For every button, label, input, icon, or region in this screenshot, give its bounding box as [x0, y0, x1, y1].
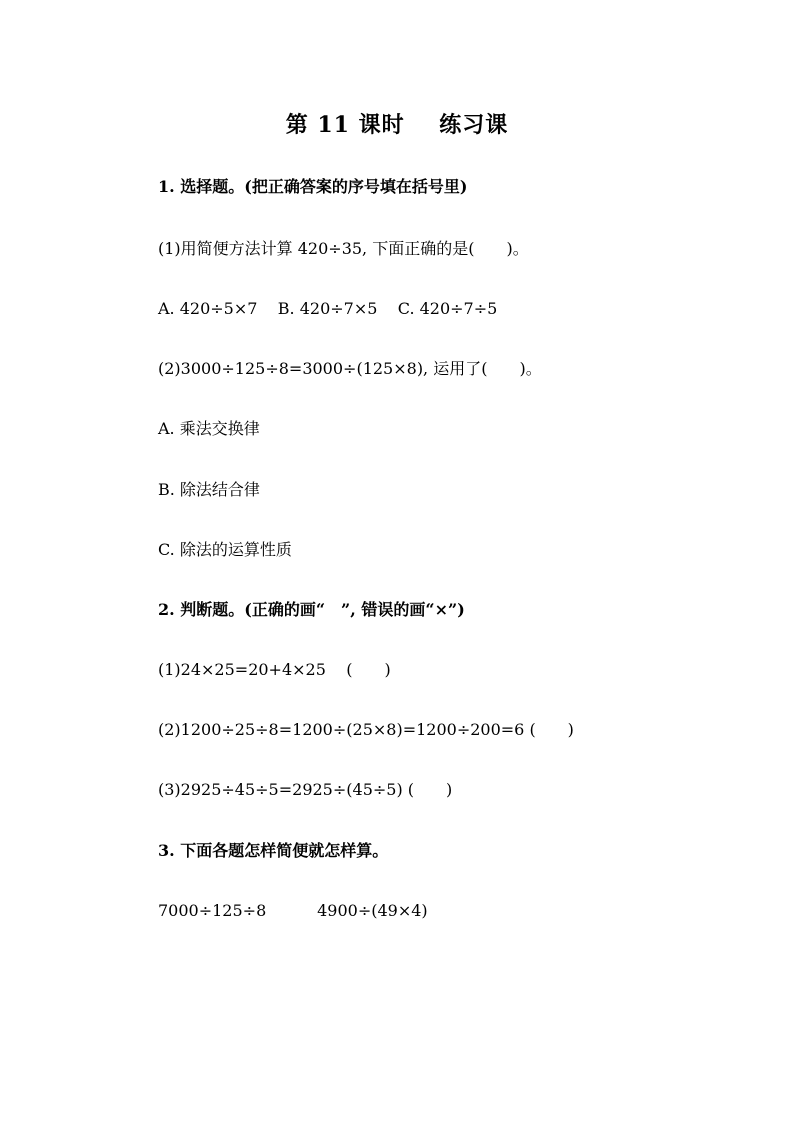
section3-problems: 7000÷125÷8 4900÷(49×4) — [158, 901, 428, 920]
section2-question-2: (2)1200÷25÷8=1200÷(25×8)=1200÷200=6 ( ) — [158, 720, 574, 739]
section2-question-1: (1)24×25=20+4×25 ( ) — [158, 660, 391, 679]
section1-question-2: (2)3000÷125÷8=3000÷(125×8), 运用了( )。 — [158, 359, 542, 378]
section1-question-2-option-a: A. 乘法交换律 — [158, 419, 260, 438]
section2-heading: 2. 判断题。(正确的画“ ”, 错误的画“×”) — [158, 600, 465, 619]
page-title: 第 11 课时 练习课 — [285, 112, 509, 138]
section3-heading: 3. 下面各题怎样简便就怎样算。 — [158, 841, 389, 860]
section2-question-3: (3)2925÷45÷5=2925÷(45÷5) ( ) — [158, 780, 453, 799]
section1-question-2-option-c: C. 除法的运算性质 — [158, 540, 292, 559]
section1-question-1-options: A. 420÷5×7 B. 420÷7×5 C. 420÷7÷5 — [158, 299, 498, 318]
section1-question-2-option-b: B. 除法结合律 — [158, 480, 260, 499]
section1-heading: 1. 选择题。(把正确答案的序号填在括号里) — [158, 177, 468, 196]
section1-question-1: (1)用简便方法计算 420÷35, 下面正确的是( )。 — [158, 239, 529, 258]
